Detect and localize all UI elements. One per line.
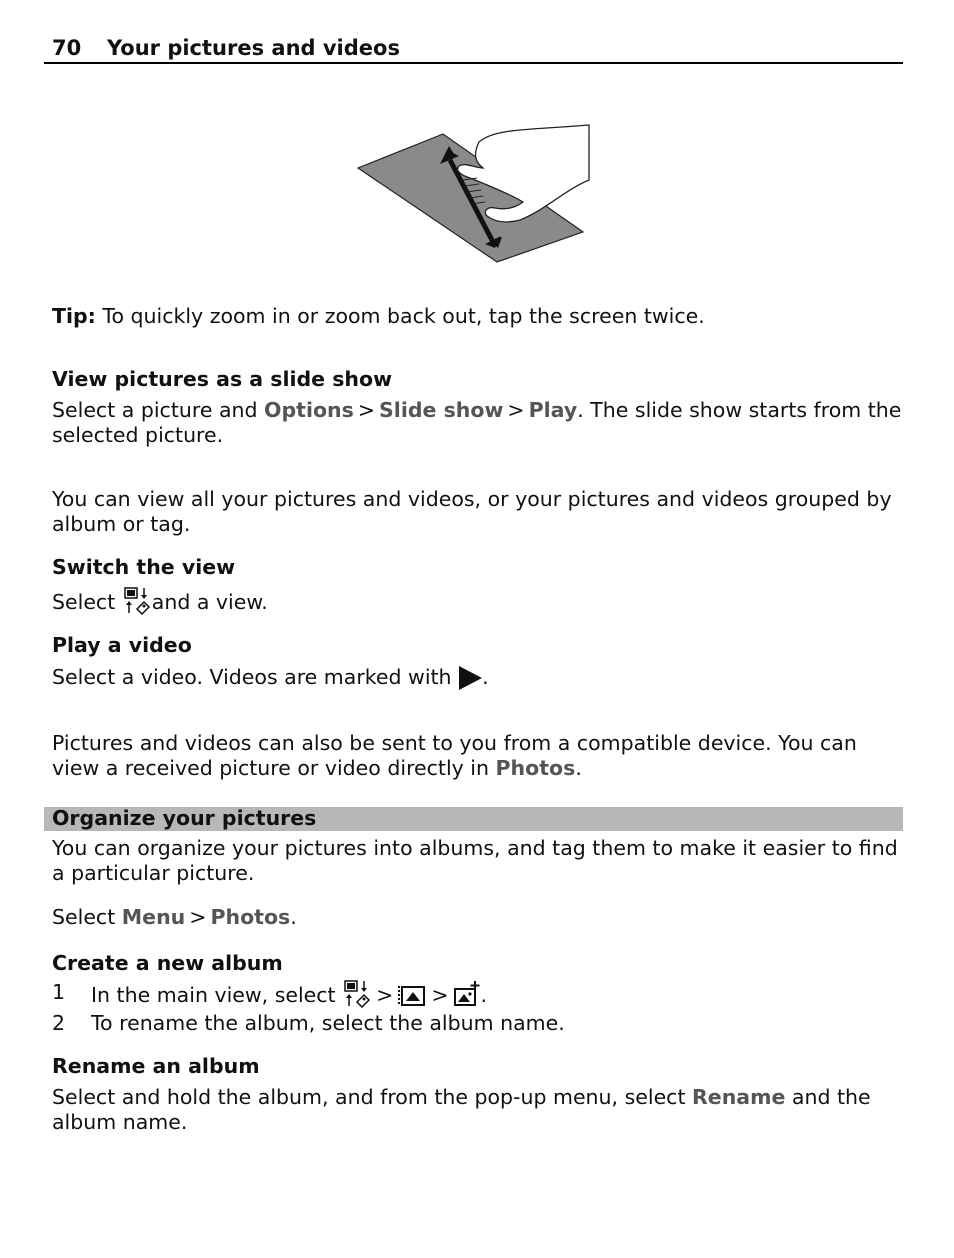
switch-view-heading: Switch the view	[52, 555, 236, 579]
view-all-paragraph: You can view all your pictures and videos, or your pictures and videos grouped by album or tag.	[52, 487, 892, 536]
view-switch-icon	[342, 980, 372, 1008]
step-number: 2	[52, 1011, 66, 1035]
new-album-heading: Create a new album	[52, 951, 283, 975]
separator: >	[431, 983, 449, 1007]
tip-text: To quickly zoom in or zoom back out, tap the screen twice.	[95, 304, 705, 328]
album-icon	[397, 984, 427, 1008]
tip-paragraph	[52, 304, 904, 329]
play-video-heading: Play a video	[52, 633, 192, 657]
section-bar	[44, 807, 903, 831]
slideshow-text-2: . The slide show starts from the selected picture.	[52, 398, 902, 447]
switch-view-text-end: and a view.	[151, 590, 268, 614]
new-album-icon	[453, 980, 481, 1008]
slide-show-ref: Slide show	[379, 398, 504, 422]
separator: >	[507, 398, 525, 422]
organize-intro: You can organize your pictures into albums, and tag them to make it easier to find a particular picture.	[52, 836, 898, 885]
switch-view-paragraph	[52, 587, 904, 615]
rename-text: Select and hold the album, and from the pop-up menu, select	[52, 1085, 693, 1109]
menu-ref: Menu	[121, 905, 186, 929]
play-video-end: .	[482, 665, 489, 689]
step-number: 1	[52, 980, 66, 1004]
section-title: Your pictures and videos	[107, 36, 400, 60]
options-ref: Options	[264, 398, 354, 422]
rename-heading: Rename an album	[52, 1054, 260, 1078]
received-text: Pictures and videos can also be sent to you from a compatible device. You can view a received picture or video directly in	[52, 731, 857, 780]
play-icon	[458, 666, 482, 690]
tip-label: Tip:	[52, 304, 96, 328]
organize-end: .	[290, 905, 297, 929]
play-video-paragraph	[52, 665, 904, 690]
slideshow-paragraph	[52, 398, 904, 448]
play-video-text: Select a video. Videos are marked with	[52, 665, 459, 689]
rename-end: and the album name.	[52, 1085, 871, 1134]
organize-select-text: Select	[52, 905, 122, 929]
separator: >	[376, 983, 394, 1007]
play-ref: Play	[528, 398, 578, 422]
step-text: To rename the album, select the album name.	[91, 1011, 565, 1035]
rename-paragraph	[52, 1085, 904, 1135]
switch-view-text: Select	[52, 590, 122, 614]
page-number: 70	[52, 36, 82, 60]
photos-ref-2: Photos	[210, 905, 291, 929]
step-1-end: .	[480, 983, 488, 1007]
received-paragraph	[52, 731, 904, 781]
slideshow-text-1: Select a picture and	[52, 398, 265, 422]
view-switch-icon	[122, 587, 152, 615]
separator: >	[357, 398, 376, 422]
rename-ref: Rename	[692, 1085, 786, 1109]
pinch-zoom-illustration	[355, 120, 590, 265]
step-1-text: In the main view, select	[91, 983, 343, 1007]
organize-select-paragraph	[52, 905, 904, 930]
page-header	[44, 34, 903, 64]
slideshow-heading: View pictures as a slide show	[52, 367, 393, 391]
separator: >	[189, 905, 207, 929]
step-text	[91, 980, 487, 1008]
section-bar-title: Organize your pictures	[52, 806, 317, 830]
received-end: .	[575, 756, 582, 780]
photos-ref: Photos	[495, 756, 576, 780]
